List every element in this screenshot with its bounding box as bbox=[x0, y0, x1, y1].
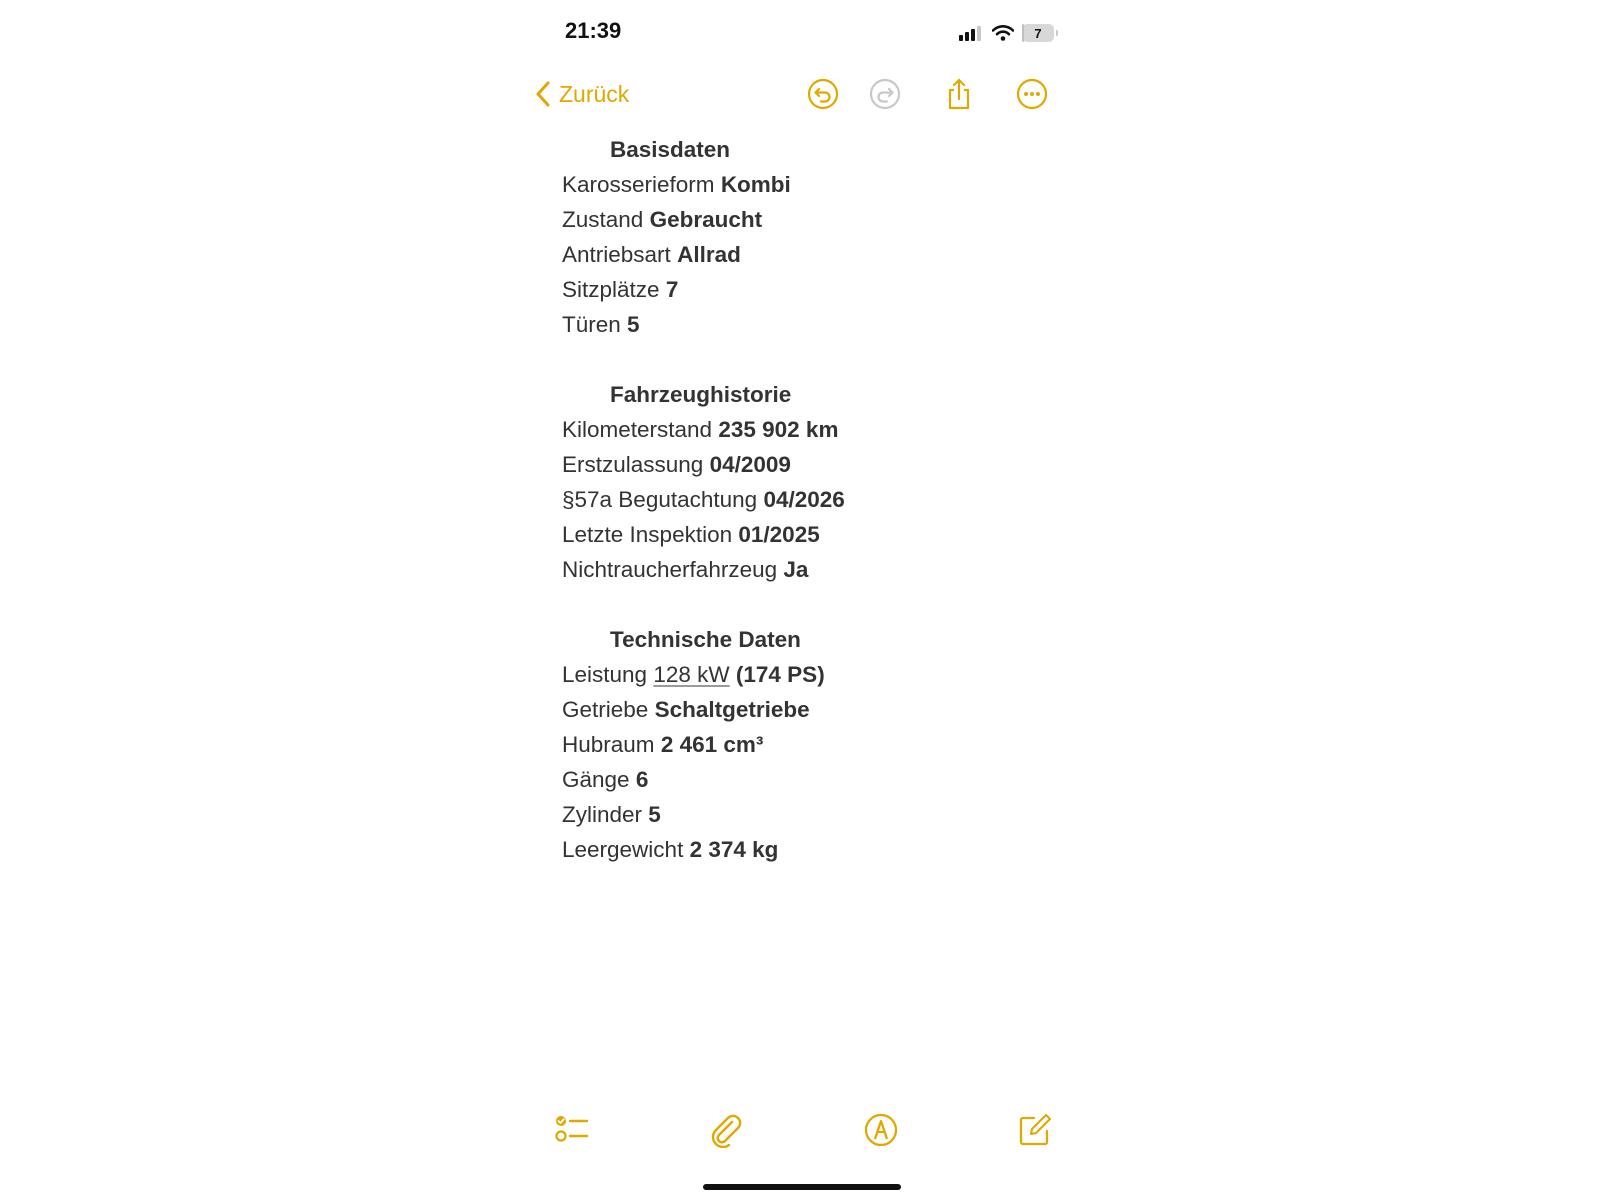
row-label: Zylinder bbox=[562, 802, 643, 827]
attachment-icon[interactable] bbox=[708, 1112, 744, 1148]
row-label: Leergewicht bbox=[562, 837, 684, 862]
row-label: Gänge bbox=[562, 767, 630, 792]
share-icon[interactable] bbox=[943, 78, 975, 110]
row-label: Türen bbox=[562, 312, 621, 337]
note-row bbox=[562, 517, 1082, 552]
checklist-icon[interactable] bbox=[554, 1112, 590, 1148]
row-value: 5 bbox=[627, 312, 640, 337]
note-row bbox=[562, 307, 1082, 342]
section-heading: Fahrzeughistorie bbox=[610, 382, 792, 407]
battery-icon bbox=[1022, 24, 1054, 42]
row-value: Allrad bbox=[677, 242, 741, 267]
row-label: Letzte Inspektion bbox=[562, 522, 733, 547]
row-value: Schaltgetriebe bbox=[654, 697, 810, 722]
row-label: Leistung bbox=[562, 662, 648, 687]
row-value: 2 374 kg bbox=[689, 837, 779, 862]
row-label: §57a Begutachtung bbox=[562, 487, 758, 512]
row-label: Hubraum bbox=[562, 732, 655, 757]
battery-tip bbox=[1056, 30, 1058, 36]
note-row bbox=[562, 797, 1082, 832]
note-row bbox=[562, 447, 1082, 482]
row-label: Nichtraucherfahrzeug bbox=[562, 557, 778, 582]
note-body[interactable] bbox=[562, 132, 1082, 867]
power-link[interactable]: 128 kW bbox=[653, 662, 730, 687]
note-row bbox=[562, 657, 1082, 692]
row-value: 5 bbox=[648, 802, 661, 827]
row-value: Kombi bbox=[720, 172, 791, 197]
row-label: Sitzplätze bbox=[562, 277, 660, 302]
compose-icon[interactable] bbox=[1017, 1112, 1053, 1148]
battery-level: 7 bbox=[1034, 25, 1042, 41]
row-value: 04/2009 bbox=[709, 452, 791, 477]
status-icons bbox=[958, 22, 1058, 44]
row-label: Zustand bbox=[562, 207, 644, 232]
redo-icon[interactable] bbox=[869, 78, 901, 110]
row-value: 04/2026 bbox=[763, 487, 845, 512]
note-row bbox=[562, 552, 1082, 587]
row-value: 01/2025 bbox=[738, 522, 820, 547]
row-label: Antriebsart bbox=[562, 242, 671, 267]
row-value: 6 bbox=[635, 767, 649, 792]
back-label: Zurück bbox=[559, 80, 630, 107]
note-row bbox=[562, 167, 1082, 202]
wifi-icon bbox=[992, 25, 1014, 41]
note-row bbox=[562, 482, 1082, 517]
row-label: Getriebe bbox=[562, 697, 649, 722]
more-icon[interactable] bbox=[1016, 78, 1048, 110]
home-indicator[interactable] bbox=[703, 1184, 901, 1190]
undo-icon[interactable] bbox=[807, 78, 839, 110]
note-row bbox=[562, 762, 1082, 797]
note-row bbox=[562, 412, 1082, 447]
blank-line bbox=[562, 342, 1082, 377]
back-button[interactable] bbox=[535, 74, 629, 114]
row-value: 7 bbox=[665, 277, 679, 302]
note-row bbox=[562, 202, 1082, 237]
row-value: (174 PS) bbox=[735, 662, 825, 687]
row-value: 2 461 cm³ bbox=[660, 732, 764, 757]
blank-line bbox=[562, 587, 1082, 622]
section-heading: Technische Daten bbox=[610, 627, 801, 652]
chevron-left-icon bbox=[535, 81, 551, 107]
note-row bbox=[562, 272, 1082, 307]
section-heading: Basisdaten bbox=[610, 137, 731, 162]
row-label: Erstzulassung bbox=[562, 452, 704, 477]
row-label: Karosserieform bbox=[562, 172, 715, 197]
status-time: 21:39 bbox=[565, 18, 622, 43]
cellular-signal-icon bbox=[958, 25, 984, 41]
navigation-bar bbox=[535, 74, 1055, 114]
row-value: Gebraucht bbox=[649, 207, 763, 232]
note-row bbox=[562, 727, 1082, 762]
row-label: Kilometerstand bbox=[562, 417, 713, 442]
note-row bbox=[562, 237, 1082, 272]
row-value: Ja bbox=[783, 557, 809, 582]
note-row bbox=[562, 832, 1082, 867]
markup-icon[interactable] bbox=[863, 1112, 899, 1148]
row-value: 235 902 km bbox=[718, 417, 839, 442]
note-row bbox=[562, 692, 1082, 727]
